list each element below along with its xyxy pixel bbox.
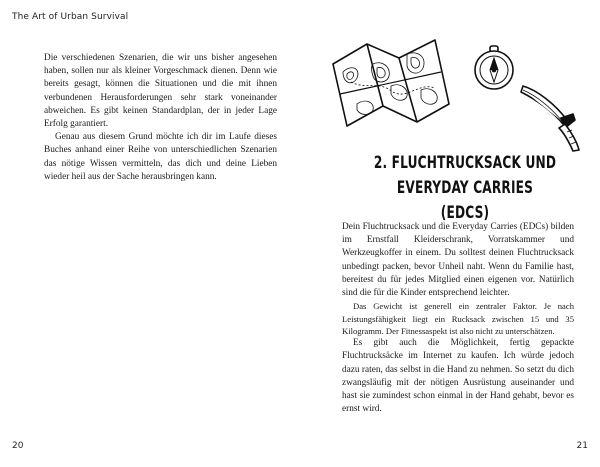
chapter-title [371,150,560,225]
right-page-body [342,221,574,416]
page-number: 20 [12,441,24,451]
chapter-illustration [327,34,585,152]
paragraph: Es gibt auch die Möglichkeit, fertig gepackte Fluchtrucksäcke im Internet zu kaufen. Ich würde jedoch dazu raten, das selbst in die Hand zu nehmen. So setzt du dich zwangsläufig mit der nötigen Ausrüstung auseinander und hast sie zumindest schon einmal in der Hand gehabt, bevor es ernst wird. [342,338,574,415]
paragraph: Die verschiedenen Szenarien, die wir uns bisher angesehen haben, sollen nur als kleiner Vorgeschmack dienen. Denn wie bereits gesagt, können die Situationen und die mit ihnen verbundenen Herausforderungen sehr stark voneinander abweichen. Es gibt keinen Standardplan, der in jeder Lage Erfolg garantiert. [44,53,277,130]
knife-icon [521,86,579,151]
paragraph: Dein Fluchtrucksack und die Everyday Carries (EDCs) bilden im Ernstfall Kleiderschrank, Vorratskammer und Werkzeugkoffer in einem. Du solltest deinen Fluchtrucksack unbedingt packen, bevor Unheil naht. Wenn du Familie hast, bereitest du für jedes Mitglied einen eigenen vor. Natürlich sind die für die Kinder entsprechend leichter. [342,222,574,299]
chapter-title-line-1: 2. FLUCHTRUCKSACK UND [373,153,557,172]
running-head: The Art of Urban Survival [12,12,129,22]
page-number: 21 [576,441,588,451]
map-icon [333,40,449,126]
paragraph: Das Gewicht ist generell ein zentraler Faktor. Je nach Leistungsfähigkeit liegt ein Rucksack zwischen 15 und 35 Kilogramm. Der Fitnessaspekt ist also nicht zu unterschätzen. [342,301,574,336]
paragraph: Genau aus diesem Grund möchte ich dir im Laufe dieses Buches anhand einer Reihe von unterschiedlichen Szenarien das nötige Wissen vermitteln, das dich und deine Lieben wieder heil aus der Sache herausbringen kann. [44,132,277,182]
compass-icon [475,46,513,89]
chapter-title-line-2: EVERYDAY CARRIES (EDCS) [396,178,534,222]
left-page-body [44,52,277,184]
